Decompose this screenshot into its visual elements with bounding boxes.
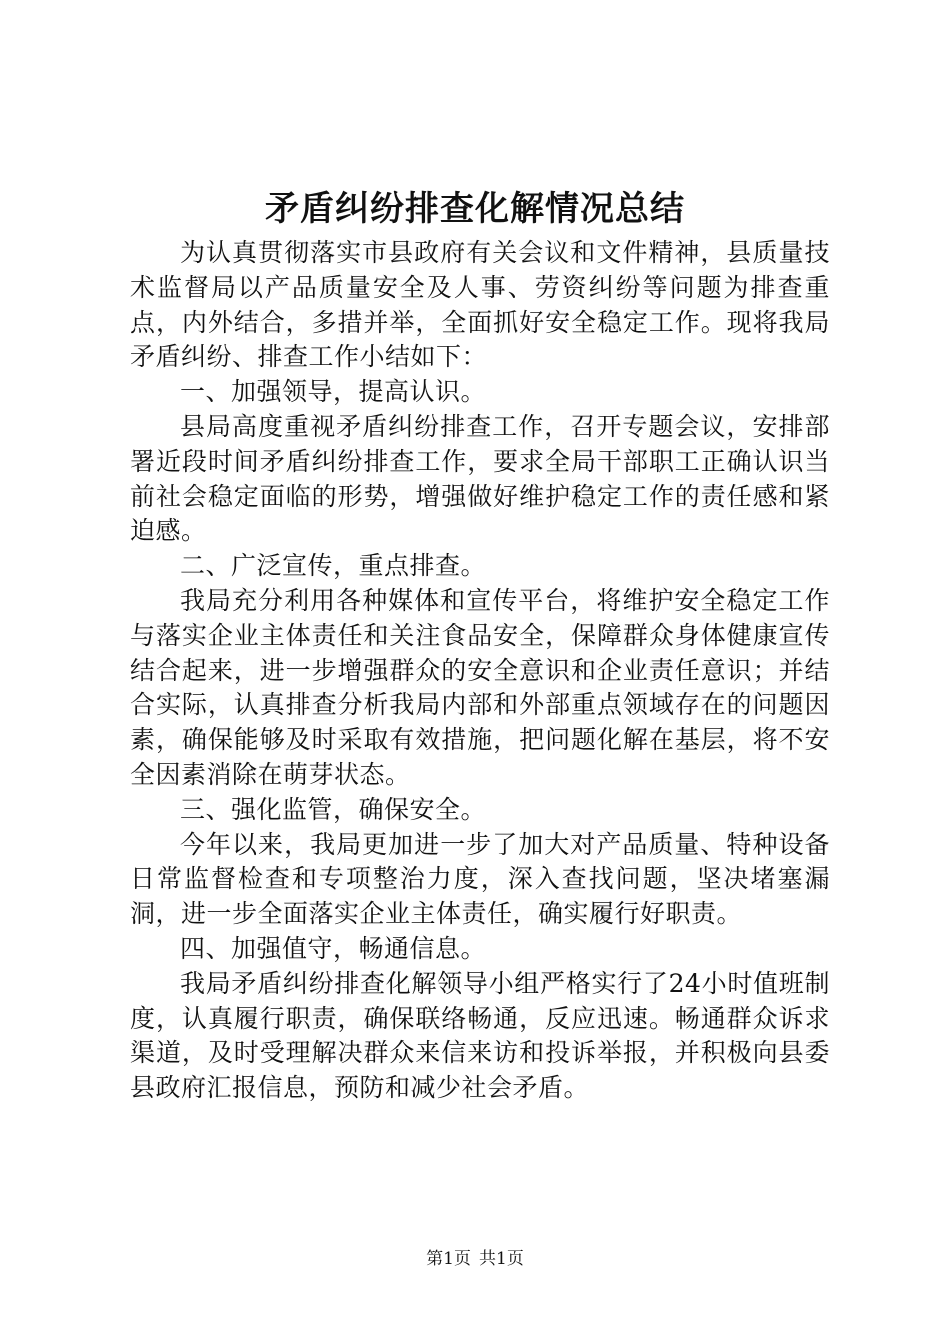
page-number-total: 共1页 — [479, 1249, 524, 1269]
page-footer — [0, 1248, 950, 1270]
section-paragraph-4: 我局矛盾纠纷排查化解领导小组严格实行了24小时值班制度，认真履行职责，确保联络畅通，反应迅速。畅通群众诉求渠道，及时受理解决群众来信来访和投诉举报，并积极向县委县政府汇报信息，预防和减少社会矛盾。 — [130, 968, 830, 1103]
intro-paragraph: 为认真贯彻落实市县政府有关会议和文件精神，县质量技术监督局以产品质量安全及人事、劳资纠纷等问题为排查重点，内外结合，多措并举，全面抓好安全稳定工作。现将我局矛盾纠纷、排查工作小结如下： — [130, 238, 830, 372]
section-heading-3: 三、强化监管，确保安全。 — [180, 794, 487, 824]
section-paragraph-1: 县局高度重视矛盾纠纷排查工作，召开专题会议，安排部署近段时间矛盾纠纷排查工作，要求全局干部职工正确认识当前社会稳定面临的形势，增强做好维护稳定工作的责任感和紧迫感。 — [130, 411, 830, 546]
document-title: 矛盾纠纷排查化解情况总结 — [265, 189, 685, 229]
section-heading-4: 四、加强值守，畅通信息。 — [180, 933, 487, 963]
section-heading-1: 一、加强领导，提高认识。 — [180, 377, 487, 407]
page-number-current: 第1页 — [426, 1249, 471, 1269]
section-paragraph-3: 今年以来，我局更加进一步了加大对产品质量、特种设备日常监督检查和专项整治力度，深入查找问题，坚决堵塞漏洞，进一步全面落实企业主体责任，确实履行好职责。 — [130, 829, 830, 929]
section-paragraph-2: 我局充分利用各种媒体和宣传平台，将维护安全稳定工作与落实企业主体责任和关注食品安全，保障群众身体健康宣传结合起来，进一步增强群众的安全意识和企业责任意识；并结合实际，认真排查分析我局内部和外部重点领域存在的问题因素，确保能够及时采取有效措施，把问题化解在基层，将不安全因素消除在萌芽状态。 — [130, 585, 830, 789]
section-heading-2: 二、广泛宣传，重点排查。 — [180, 551, 487, 581]
document-body — [130, 236, 830, 1106]
